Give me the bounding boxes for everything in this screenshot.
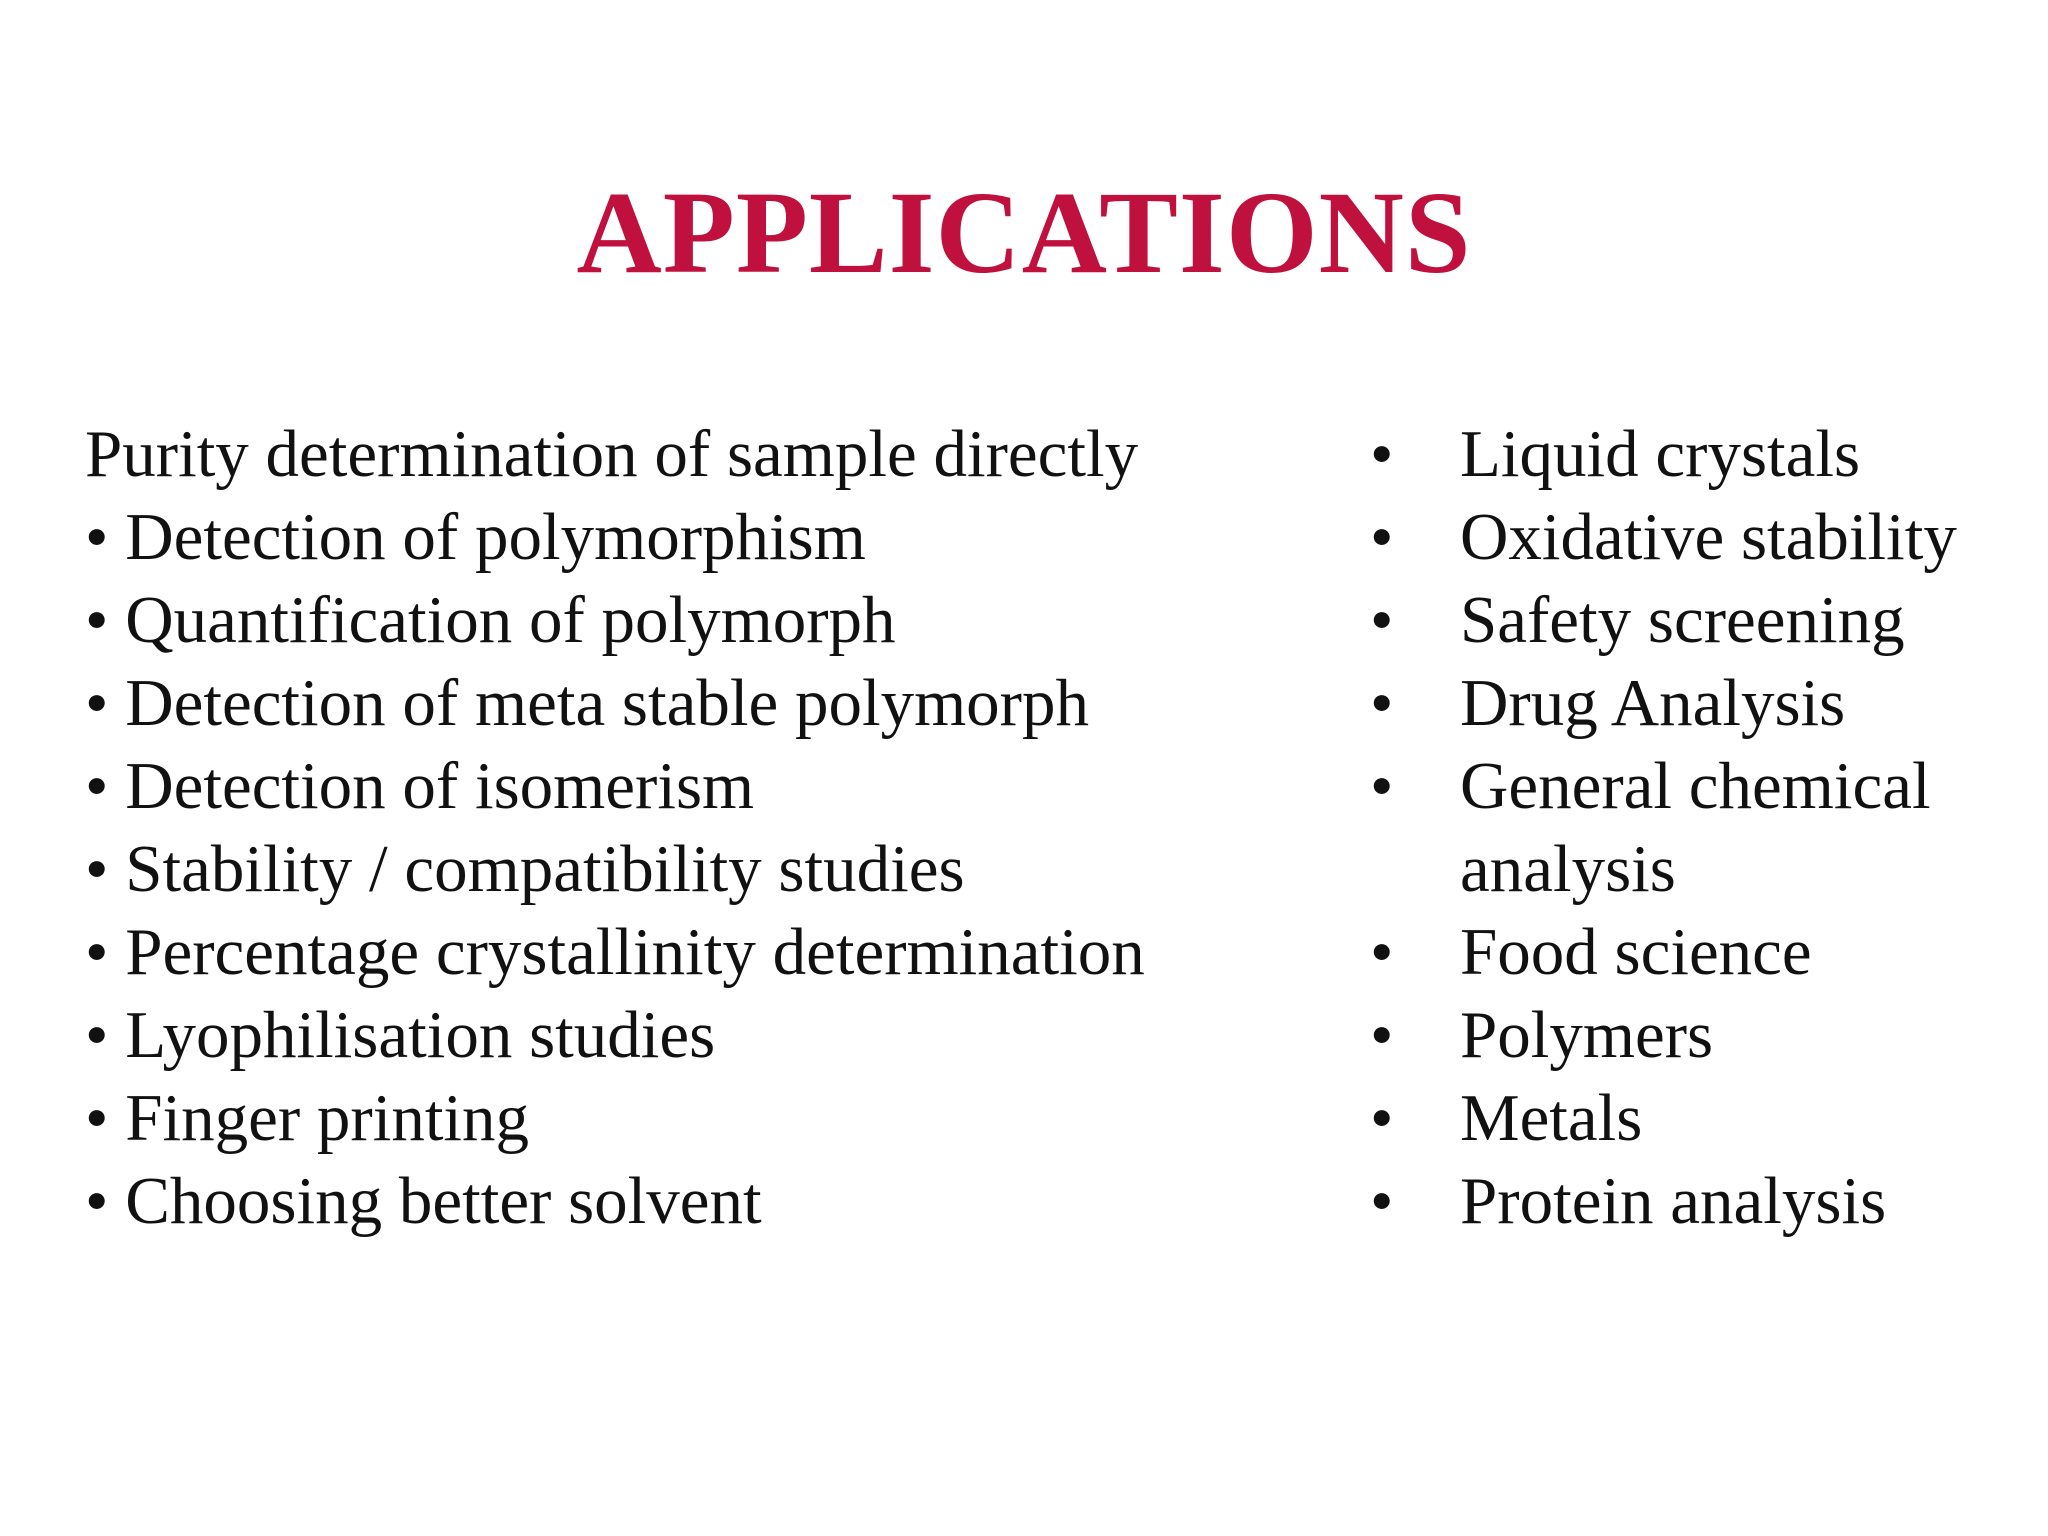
list-item: • Lyophilisation studies [85, 998, 716, 1072]
list-item: • Quantification of polymorph [85, 583, 896, 657]
bullet: • [85, 998, 109, 1072]
list-item: • Finger printing [85, 1081, 530, 1155]
bullet: • [1370, 666, 1394, 740]
bullet: • [1370, 583, 1394, 657]
bullet: • [85, 915, 109, 989]
bullet: • [1370, 915, 1394, 989]
list-item: • Percentage crystallinity determination [85, 915, 1145, 989]
bullet: • [1370, 998, 1394, 1072]
left-application-list [85, 413, 1285, 1243]
list-item: • Choosing better solvent [85, 1164, 762, 1238]
list-item: • Detection of meta stable polymorph [85, 666, 1089, 740]
list-item: • Food science [1370, 911, 2030, 994]
bullet: • [85, 1164, 109, 1238]
bullet: • [1370, 1081, 1394, 1155]
bullet: • [85, 583, 109, 657]
right-application-list [1370, 413, 2030, 1243]
bullet: • [1370, 1164, 1394, 1238]
list-item: • Detection of polymorphism [85, 500, 866, 574]
list-item: • Detection of isomerism [85, 749, 755, 823]
bullet: • [1370, 500, 1394, 574]
list-intro: Purity determination of sample directly [85, 417, 1139, 491]
list-item: • General chemical analysis [1370, 745, 2030, 911]
slide-title: APPLICATIONS [576, 167, 1472, 298]
bullet: • [85, 666, 109, 740]
list-item: • Safety screening [1370, 579, 2030, 662]
bullet: • [85, 832, 109, 906]
bullet: • [85, 749, 109, 823]
list-item: • Polymers [1370, 994, 2030, 1077]
bullet: • [1370, 749, 1394, 823]
list-item: • Stability / compatibility studies [85, 832, 965, 906]
list-item: • Liquid crystals [1370, 413, 2030, 496]
bullet: • [85, 500, 109, 574]
bullet: • [1370, 417, 1394, 491]
list-item: • Oxidative stability [1370, 496, 2030, 579]
list-item: • Drug Analysis [1370, 662, 2030, 745]
list-item: • Protein analysis [1370, 1160, 2030, 1243]
bullet: • [85, 1081, 109, 1155]
list-item: • Metals [1370, 1077, 2030, 1160]
